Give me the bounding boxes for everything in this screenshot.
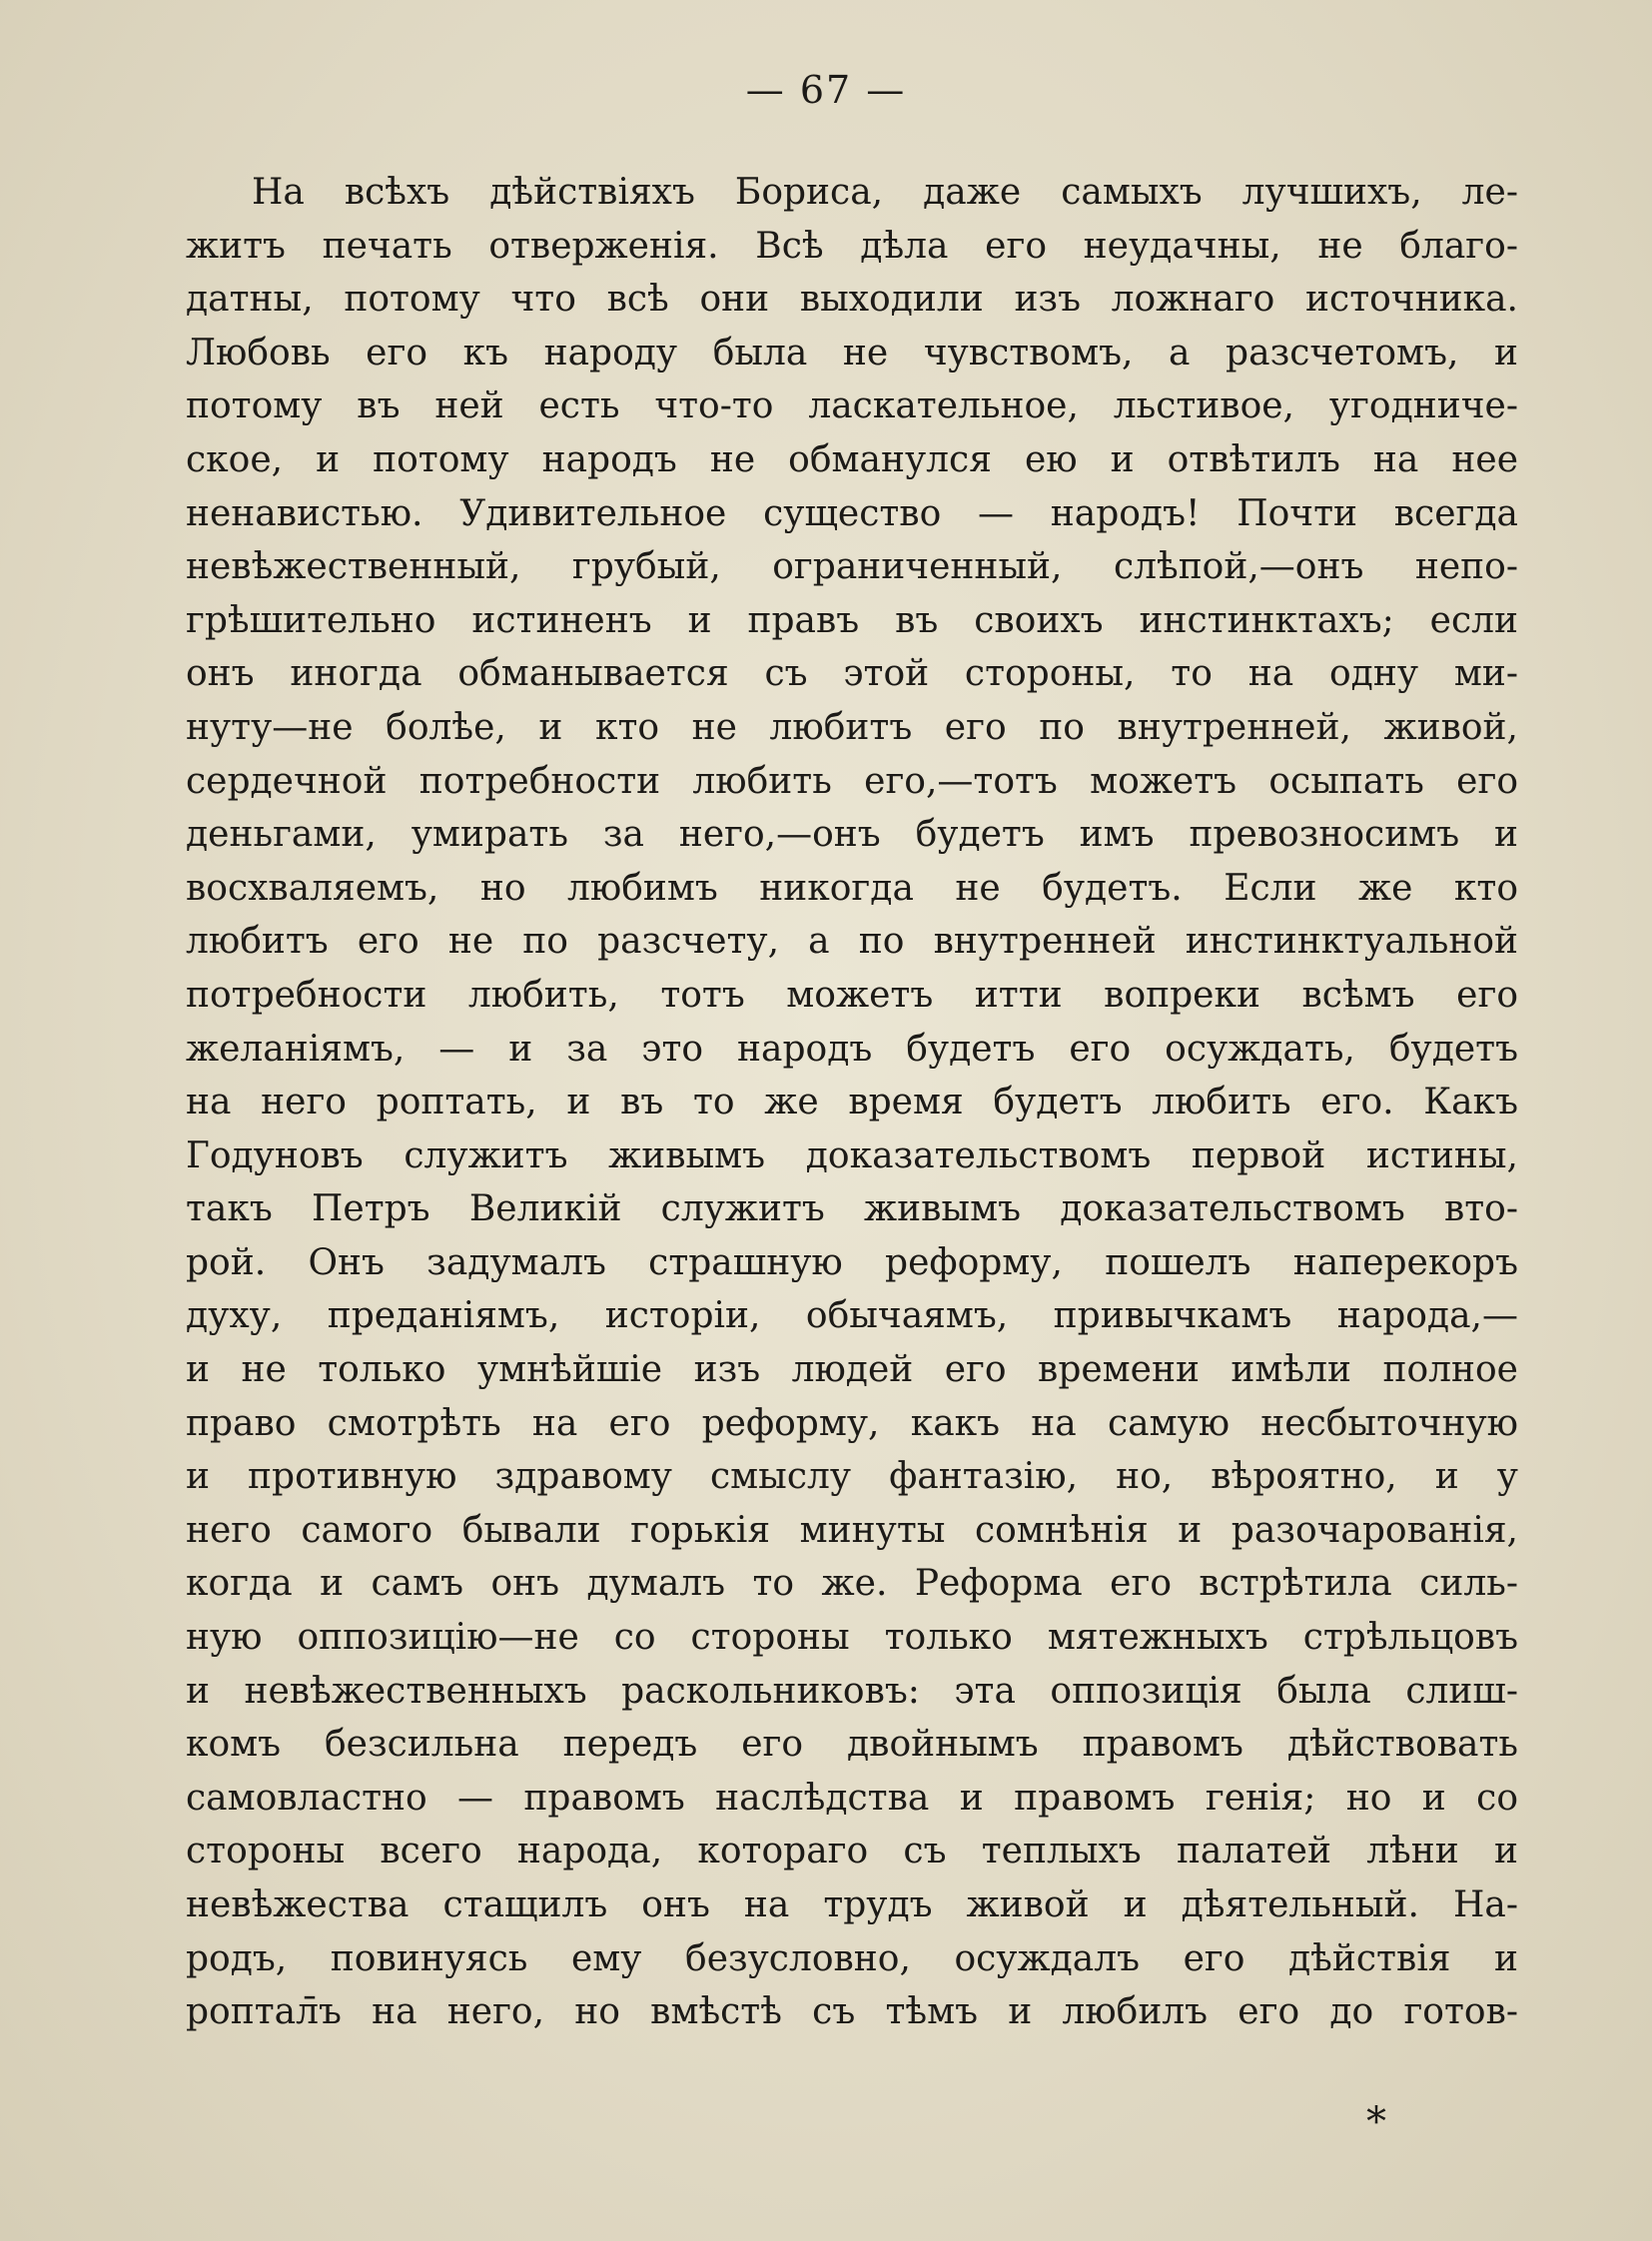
text-line: онъ иногда обманывается съ этой стороны, то на одну ми- bbox=[186, 653, 1518, 695]
body-text bbox=[186, 166, 1518, 2039]
text-line: ную оппозицію—не со стороны только мятежныхъ стрѣльцовъ bbox=[186, 1617, 1518, 1659]
text-line: датны, потому что всѣ они выходили изъ ложнаго источника. bbox=[186, 279, 1518, 321]
text-line: желаніямъ, — и за это народъ будетъ его осуждать, будетъ bbox=[186, 1028, 1518, 1070]
text-line: когда и самъ онъ думалъ то же. Реформа его встрѣтила силь- bbox=[186, 1563, 1518, 1605]
text-line: комъ безсильна передъ его двойнымъ правомъ дѣйствовать bbox=[186, 1724, 1518, 1766]
text-line: Годуновъ служитъ живымъ доказательствомъ первой истины, bbox=[186, 1134, 1518, 1176]
signature-mark: * bbox=[1366, 2099, 1386, 2145]
text-line: и не только умнѣйшіе изъ людей его времени имѣли полное bbox=[186, 1349, 1518, 1391]
text-line: него самого бывали горькія минуты сомнѣнія и разочарованія, bbox=[186, 1509, 1518, 1551]
text-line: восхваляемъ, но любимъ никогда не будетъ. Если же кто bbox=[186, 867, 1518, 909]
text-line: стороны всего народа, котораго съ теплыхъ палатей лѣни и bbox=[186, 1831, 1518, 1872]
text-line: такъ Петръ Великій служитъ живымъ доказательствомъ вто- bbox=[186, 1188, 1518, 1230]
text-line: любитъ его не по разсчету, а по внутренней инстинктуальной bbox=[186, 921, 1518, 963]
text-line: родъ, повинуясь ему безусловно, осуждалъ его дѣйствія и bbox=[186, 1937, 1518, 1979]
text-line: роптал̄ъ на него, но вмѣстѣ съ тѣмъ и любилъ его до готов- bbox=[186, 1991, 1518, 2033]
text-line: право смотрѣть на его реформу, какъ на самую несбыточную bbox=[186, 1402, 1518, 1444]
text-line: невѣжественный, грубый, ограниченный, слѣпой,—онъ непо- bbox=[186, 546, 1518, 588]
text-line: житъ печать отверженія. Всѣ дѣла его неудачны, не благо- bbox=[186, 225, 1518, 267]
text-line: невѣжества стащилъ онъ на трудъ живой и дѣятельный. На- bbox=[186, 1884, 1518, 1925]
text-line: потребности любить, тотъ можетъ итти вопреки всѣмъ его bbox=[186, 974, 1518, 1016]
text-line: Любовь его къ народу была не чувствомъ, а разсчетомъ, и bbox=[186, 332, 1518, 374]
text-line: сердечной потребности любить его,—тотъ можетъ осыпать его bbox=[186, 760, 1518, 802]
text-line: грѣшительно истиненъ и правъ въ своихъ инстинктахъ; если bbox=[186, 599, 1518, 641]
text-line: деньгами, умирать за него,—онъ будетъ имъ превозносимъ и bbox=[186, 814, 1518, 856]
text-line: и противную здравому смыслу фантазію, но, вѣроятно, и у bbox=[186, 1456, 1518, 1498]
text-line: ское, и потому народъ не обманулся ею и отвѣтилъ на нее bbox=[186, 438, 1518, 480]
text-line: нуту—не болѣе, и кто не любитъ его по внутренней, живой, bbox=[186, 706, 1518, 748]
text-line: потому въ ней есть что-то ласкательное, льстивое, угодниче- bbox=[186, 385, 1518, 427]
text-line: рой. Онъ задумалъ страшную реформу, пошелъ наперекоръ bbox=[186, 1241, 1518, 1283]
text-line: духу, преданіямъ, исторіи, обычаямъ, привычкамъ народа,— bbox=[186, 1295, 1518, 1337]
text-line: и невѣжественныхъ раскольниковъ: эта оппозиція была слиш- bbox=[186, 1670, 1518, 1712]
page-number: — 67 — bbox=[745, 68, 907, 112]
text-line: самовластно — правомъ наслѣдства и правомъ генія; но и со bbox=[186, 1777, 1518, 1819]
text-line: ненавистью. Удивительное существо — народъ! Почти всегда bbox=[186, 492, 1518, 534]
text-line: на него роптать, и въ то же время будетъ любить его. Какъ bbox=[186, 1082, 1518, 1123]
text-line: На всѣхъ дѣйствіяхъ Бориса, даже самыхъ лучшихъ, ле- bbox=[252, 172, 1518, 213]
